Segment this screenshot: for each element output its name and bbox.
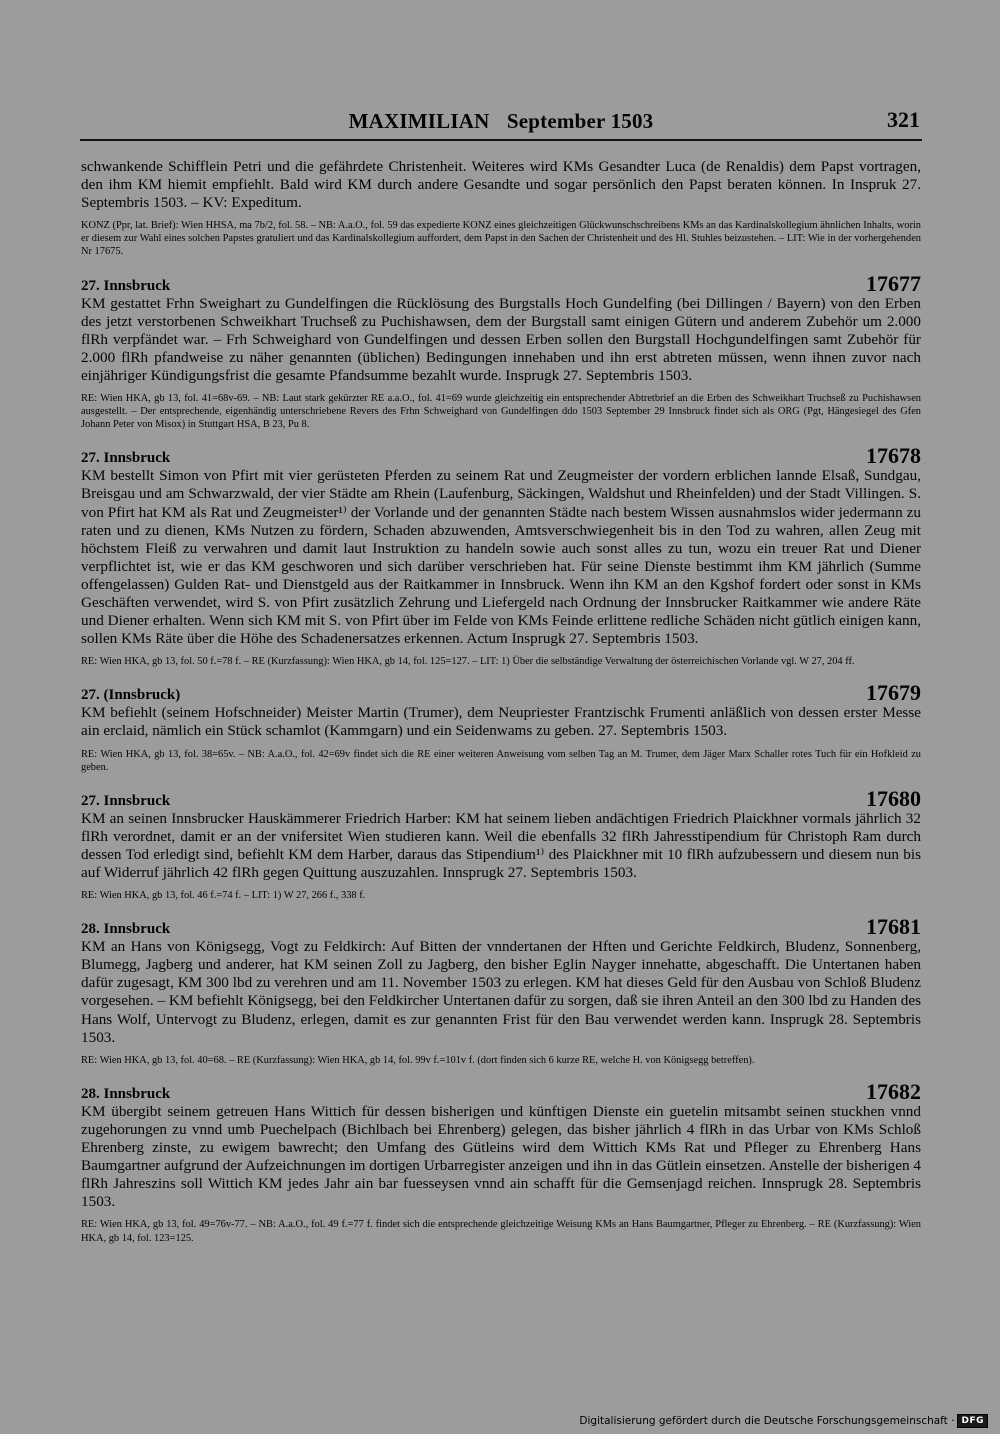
dfg-logo: DFG — [957, 1414, 988, 1428]
digitization-footer — [579, 1414, 988, 1428]
entry-head — [81, 785, 921, 811]
entry-note: RE: Wien HKA, gb 13, fol. 49=76v-77. – NB: A.a.O., fol. 49 f.=77 f. findet sich die entsprechende gleichzeitige Weisung KMs an Hans Baumgartner, Pfleger zu Ehrenberg. – RE (Kurzfassung): Wien HKA, gb 14, fol. 123=125. — [81, 1219, 921, 1244]
entry-text: KM an seinen Innsbrucker Hauskämmerer Friedrich Harber: KM hat seinem lieben andächtigen Friedrich Plaickhner vormals jährlich 32 flRh verordnet, damit er an der vnifersitet Wien studieren kann. Weil die ebenfalls 32 flRh Jahresstipendium für Christoph Ram durch dessen Tod erledigt sind, befiehlt KM dem Harber, daraus das Stipendium¹⁾ des Plaickhner mit 10 flRh aufzubessern und diesem nun bis auf Widerruf jährlich 42 flRh gegen Quittung auszuzahlen. Innsprugk 27. Septembris 1503. — [81, 809, 921, 881]
entry-date: 27. Innsbruck — [81, 277, 171, 294]
entry-17677 — [81, 270, 921, 432]
intro-text: schwankende Schifflein Petri und die gefährdete Christenheit. Weiteres wird KMs Gesandter Luca (de Renaldis) dem Papst vortragen, den ihm KM hiemit empfiehlt. Bald wird KM durch andere Gesandte und sogar persönlich den Papst beraten können. In Inspruk 27. Septembris 1503. – KV: Expeditum. — [81, 158, 921, 212]
entry-date: 28. Innsbruck — [81, 921, 171, 938]
entry-number: 17680 — [866, 785, 921, 811]
entry-note: RE: Wien HKA, gb 13, fol. 50 f.=78 f. – RE (Kurzfassung): Wien HKA, gb 14, fol. 125=127. – LIT: 1) Über die selbständige Verwaltung der österreichischen Vorlande vgl. W 27, 204 ff. — [81, 656, 855, 668]
entry-date: 27. (Innsbruck) — [81, 687, 181, 704]
entry-head — [81, 270, 921, 296]
entry-head — [81, 914, 921, 940]
entry-17678 — [81, 443, 921, 668]
page-content — [81, 158, 921, 1245]
entry-text: KM bestellt Simon von Pfirt mit vier gerüsteten Pferden zu seinem Rat und Zeugmeister der vordern erblichen lannde Elsaß, Sundgau, Breisgau und am Schwarzwald, der vier Städte am Rhein (Laufenburg, Säckingen, Waldshut und Rheinfelden) und der Stadt Villingen. S. von Pfirt hat KM als Rat und Zeugmeister¹⁾ der Vorlande und der genannten Städte nach bestem Wissen ausnahmslos wider jedermann zu raten und zu dienen, KMs Nutzen zu fördern, Schaden abzuwenden, Amtsverschwiegenheit bis in den Tod zu wahren, allen Zeug mit höchstem Fleiß zu verwahren und damit laut Instruktion zu handeln sowie auch sonst alles zu tun, wozu ein treuer Rat und Diener verpflichtet ist, wie er das KM geschworen und sich darüber verschrieben hat. Für seine Dienste bestimmt ihm KM jährlich (Summe offengelassen) Gulden Rat- und Dienstgeld aus der Raitkammer in Innsbruck. Wenn ihn KM an den Kgshof fordert oder sonst in KMs Geschäften verwendet, wird S. von Pfirt zusätzlich Zehrung und Liefergeld nach Ordnung der Innsbrucker Raitkammer wie andere Räte und Diener erhalten. Wenn sich KM mit S. von Pfirt über im Felde von KMs Feinde erlittene redliche Schäden nicht gütlich einigen kann, sollen KMs Räte über die Höhe des Schadenersatzes erkennen. Actum Insprugk 27. Septembris 1503. — [81, 467, 921, 648]
entry-date: 27. Innsbruck — [81, 792, 171, 809]
entry-head — [81, 1078, 921, 1104]
entry-note: RE: Wien HKA, gb 13, fol. 41=68v-69. – NB: Laut stark gekürzter RE a.a.O., fol. 41=69 wurde gleichzeitig ein entsprechender Abtretbrief an die Erben des Schweikhart Truchseß zu Puchishawsen ausgestellt. – Der entsprechende, eigenhändig unterschriebene Revers des Frhn Schweighard von Gundelfingen ddo 1503 September 29 Innsbruck findet sich als ORG (Pgt, Hängesiegel des Gfen Johann Peter von Misox) in Stuttgart HSA, B 23, Pu 8. — [81, 393, 921, 431]
entry-number: 17679 — [866, 680, 921, 706]
intro-note: KONZ (Ppr, lat. Brief): Wien HHSA, ma 7b/2, fol. 58. – NB: A.a.O., fol. 59 das expedierte KONZ eines gleichzeitigen Glückwunschschreibens KMs an das Kardinalskollegium ähnlichen Inhalts, worin er diesem zur Wahl eines solchen Papstes gratuliert und das Kardinalskollegium auffordert, dem Papst in den Sachen der Christenheit und des Hl. Stuhles beizustehen. – LIT: Wie in der vorhergehenden Nr 17675. — [81, 220, 921, 258]
running-title-date: September 1503 — [506, 109, 654, 133]
entry-head — [81, 443, 921, 469]
entry-date: 27. Innsbruck — [81, 450, 171, 467]
entry-head — [81, 680, 921, 706]
entry-number: 17678 — [866, 443, 921, 469]
entry-date: 28. Innsbruck — [81, 1085, 171, 1102]
entry-17680 — [81, 785, 921, 902]
entry-17682 — [81, 1078, 921, 1245]
entry-17681 — [81, 914, 922, 1067]
entry-text: KM übergibt seinem getreuen Hans Wittich für dessen bisherigen und künftigen Dienste ein guetelin mitsambt seinen stuckhen vnnd zugehorungen zu vnnd umb Puechelpach (Bichlbach bei Ehrenberg) gelegen, das bisher jährlich 4 flRh in das Urbar von KMs Schloß Ehrenberg zinste, zu ewigem bawrecht; den Umfang des Gütleins wird dem Wittich KMs Rat und Pfleger zu Ehrenberg Hans Baumgartner aufgrund der Aufzeichnungen im dortigen Urbarregister anzeigen und ihn in das Gütlein einsetzen. Anstelle der bisherigen 4 flRh Jahreszins soll Wittich KM jedes Jahr ain bar fuesseysen vnnd ain schafft für die Gemsenjagd reichen. Innsprugk 28. Septembris 1503. — [81, 1102, 921, 1211]
entry-number: 17677 — [866, 270, 921, 296]
entry-note: RE: Wien HKA, gb 13, fol. 46 f.=74 f. – LIT: 1) W 27, 266 f., 338 f. — [81, 890, 366, 902]
entry-text: KM befiehlt (seinem Hofschneider) Meister Martin (Trumer), dem Neupriester Frantzischk Frumenti anläßlich von dessen erster Messe ain erclaid, nämlich ein Stück schamlot (Kammgarn) und ein Seidenwams zu geben. 27. Septembris 1503. — [81, 704, 921, 740]
page-number: 321 — [887, 107, 920, 132]
entry-note: RE: Wien HKA, gb 13, fol. 38=65v. – NB: A.a.O., fol. 42=69v findet sich die RE einer weiteren Anweisung vom selben Tag an M. Trumer, dem Jäger Marx Schaller rotes Tuch für ein Hofkleid zu geben. — [81, 748, 921, 773]
entry-17679 — [81, 680, 921, 773]
running-title — [80, 109, 922, 134]
entry-number: 17681 — [866, 914, 921, 940]
page-header — [80, 105, 922, 141]
entry-number: 17682 — [866, 1078, 921, 1104]
running-title-name: MAXIMILIAN — [348, 109, 490, 133]
entry-text: KM gestattet Frhn Sweighart zu Gundelfingen die Rücklösung des Burgstalls Hoch Gundelfing (bei Dillingen / Bayern) von den Erben des jetzt verstorbenen Schweikhart Truchseß zu Puchishawsen, dem der Burgstall samt einigen Gütern und anderem Zubehör um 2.000 flRh verpfändet war. – Frh Schweighard von Gundelfingen und dessen Erben sollen den Burgstall Hochgundelfingen samt Zubehör für 2.000 flRh pfandweise zu näher genannten (üblichen) Bedingungen innehaben und ihn erst abtreten müssen, wenn ihnen zuvor nach einjähriger Kündigungsfrist die gesamte Pfandsumme bezahlt wurde. Insprugk 27. Septembris 1503. — [81, 294, 921, 384]
entry-note: RE: Wien HKA, gb 13, fol. 40=68. – RE (Kurzfassung): Wien HKA, gb 14, fol. 99v f.=101v f. (dort finden sich 6 kurze RE, welche H. von Königsegg betreffen). — [81, 1054, 755, 1066]
entry-text: KM an Hans von Königsegg, Vogt zu Feldkirch: Auf Bitten der vnndertanen der Hften und Gerichte Feldkirch, Bludenz, Sonnenberg, Blumegg, Jagberg und anderer, hat KM seinen Zoll zu Jagberg, den bisher Eglin Nayger innehatte, abgeschafft. Die Untertanen haben dafür zugesagt, KM 300 lbd zu verehren und am 11. November 1503 zu erlegen. KM hat dieses Geld für den Ausbau von Schloß Bludenz vorgesehen. – KM befiehlt Königsegg, bei den Feldkircher Untertanen dafür zu sorgen, daß sie ihren Anteil an den 300 lbd zu Handen des Hans Wolf, Untervogt zu Bludenz, erlegen, damit es zur genannten Frist für den Bau verwendet werden kann. Insprugk 28. Septembris 1503. — [81, 938, 922, 1046]
footer-credit: Digitalisierung gefördert durch die Deutsche Forschungsgemeinschaft · — [579, 1415, 955, 1427]
